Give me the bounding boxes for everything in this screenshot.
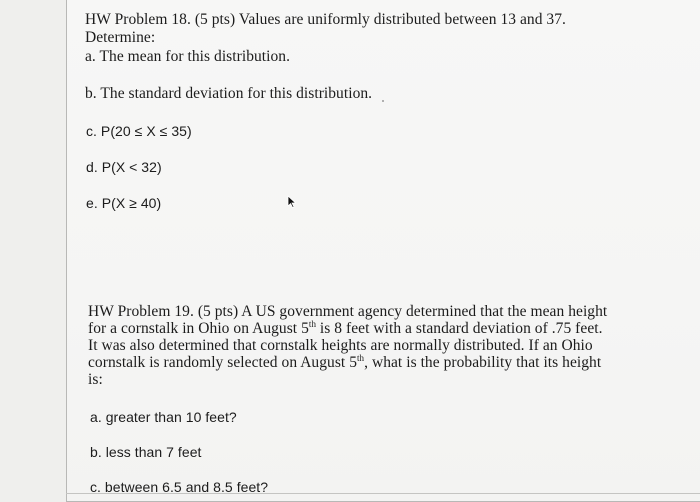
- problem19-line2: for a cornstalk in Ohio on August 5th is 8 feet with a standard deviation of .75 feet.: [88, 318, 603, 337]
- problem18-heading: HW Problem 18. (5 pts) Values are uniformly distributed between 13 and 37.: [85, 11, 566, 28]
- problem18-part-d: d. P(X < 32): [86, 159, 162, 175]
- document-page: [66, 0, 700, 502]
- stray-mark: [382, 100, 384, 102]
- problem19-line5: is:: [88, 371, 103, 388]
- problem18-part-e: e. P(X ≥ 40): [86, 195, 162, 211]
- problem19-line3: It was also determined that cornstalk heights are normally distributed. If an Ohio: [88, 337, 593, 354]
- problem19-part-a: a. greater than 10 feet?: [90, 409, 237, 425]
- problem18-part-b: b. The standard deviation for this distribution.: [85, 85, 373, 102]
- problem18-determine: Determine:: [85, 29, 156, 46]
- problem19-part-c: c. between 6.5 and 8.5 feet?: [90, 479, 269, 495]
- problem19-part-b: b. less than 7 feet: [90, 444, 202, 460]
- problem19-line1: HW Problem 19. (5 pts) A US government agency determined that the mean height: [88, 303, 608, 320]
- problem19-line4: cornstalk is randomly selected on August 5th, what is the probability that its height: [88, 352, 602, 371]
- problem18-part-c: c. P(20 ≤ X ≤ 35): [86, 123, 192, 139]
- problem18-part-a: a. The mean for this distribution.: [85, 48, 291, 65]
- mouse-pointer-icon: [287, 195, 299, 209]
